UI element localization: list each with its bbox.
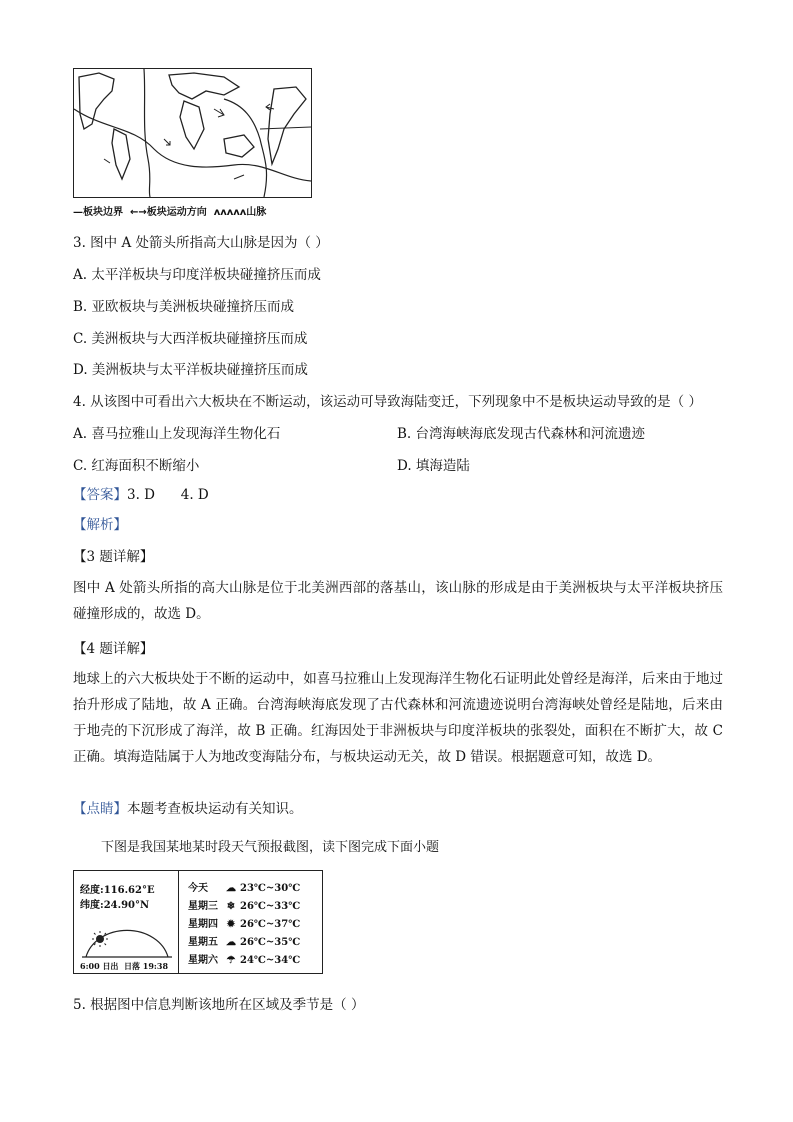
sunset: 日落 19:38 [124,961,169,971]
forecast-panel [180,871,320,973]
forecast-row [188,897,300,912]
sunrise: 6:00 日出 [80,961,119,971]
longitude: 经度:116.62°E [80,885,155,896]
question-4-option-c: C. 红海面积不断缩小 [73,458,200,474]
forecast-temp: 26℃~37℃ [240,919,301,930]
location-panel [74,871,179,973]
legend-mountain: 山脉 [246,207,267,218]
forecast-row [188,879,300,894]
legend-boundary-symbol: — [73,207,83,218]
sun-path-diagram [78,919,174,961]
sun-icon: ✹ [226,919,236,930]
question-3-stem: 3. 图中 A 处箭头所指高大山脉是因为（ ） [73,235,329,251]
forecast-temp: 24℃~34℃ [240,955,301,966]
snow-icon: ❄ [226,901,236,912]
answer-values: 3. D 4. D [127,487,209,503]
detail-3-label: 【3 题详解】 [73,549,154,565]
forecast-day: 星期六 [188,955,218,966]
comment-text: 本题考查板块运动有关知识。 [127,801,303,817]
question-3-option-c: C. 美洲板块与大西洋板块碰撞挤压而成 [73,331,308,347]
rain-icon: ☂ [226,955,236,966]
detail-3-text: 图中 A 处箭头所指的高大山脉是位于北美洲西部的落基山，该山脉的形成是由于美洲板块与太平洋板块挤压碰撞形成的，故选 D。 [73,580,723,622]
latitude: 纬度:24.90°N [80,900,150,911]
question-3-option-d: D. 美洲板块与太平洋板块碰撞挤压而成 [73,362,308,378]
legend-direction: 板块运动方向 [146,207,207,218]
question-3-option-a: A. 太平洋板块与印度洋板块碰撞挤压而成 [73,267,321,283]
question-3-option-b: B. 亚欧板块与美洲板块碰撞挤压而成 [73,299,295,315]
forecast-day: 今天 [188,883,208,894]
weather-forecast-figure [73,870,323,974]
detail-4-text: 地球上的六大板块处于不断的运动中，如喜马拉雅山上发现海洋生物化石证明此处曾经是海洋，后来由于地过抬升形成了陆地，故 A 正确。台湾海峡海底发现了古代森林和河流遗迹说明台湾海峡处曾经是陆地，后来由于地壳的下沉形成了海洋，故 B 正确。红海因处于非洲板块与印度洋板块的张裂处，面积在不断扩大，故 C 正确。填海造陆属于人为地改变海陆分布，与板块运动无关，故 D 错误。根据题意可知，故选 D。 [73,671,723,765]
question-4-option-a: A. 喜马拉雅山上发现海洋生物化石 [73,426,281,442]
section-intro: 下图是我国某地某时段天气预报截图，读下图完成下面小题 [101,840,440,855]
map-legend [73,203,266,218]
forecast-temp: 23℃~30℃ [240,883,301,894]
legend-boundary: 板块边界 [83,207,123,218]
answer-label: 【答案】 [73,487,127,503]
plate-map-figure [73,68,312,198]
legend-mountain-symbol: ʌʌʌʌʌ [213,207,247,218]
comment-line [73,800,303,818]
forecast-row [188,933,300,948]
question-4-option-b: B. 台湾海峡海底发现古代森林和河流遗迹 [397,426,646,442]
forecast-temp: 26℃~33℃ [240,901,301,912]
sunrise-sunset [80,961,168,972]
cloud-icon: ☁ [226,937,236,948]
comment-label: 【点睛】 [73,801,127,817]
forecast-row [188,915,300,930]
forecast-row [188,951,300,966]
world-plate-map [74,69,311,197]
forecast-temp: 26℃~35℃ [240,937,301,948]
cloud-rain-icon: ☁ [226,883,236,894]
answer-line [73,486,209,504]
question-4-stem: 4. 从该图中可看出六大板块在不断运动，该运动可导致海陆变迁，下列现象中不是板块运动导致的是（ ） [73,394,702,410]
forecast-day: 星期三 [188,901,218,912]
forecast-day: 星期五 [188,937,218,948]
detail-4-label: 【4 题详解】 [73,641,154,657]
analysis-label: 【解析】 [73,517,127,533]
question-5-stem: 5. 根据图中信息判断该地所在区域及季节是（ ） [73,997,365,1013]
question-4-option-d: D. 填海造陆 [397,458,470,474]
forecast-day: 星期四 [188,919,218,930]
legend-direction-symbol: ←→ [129,207,147,218]
